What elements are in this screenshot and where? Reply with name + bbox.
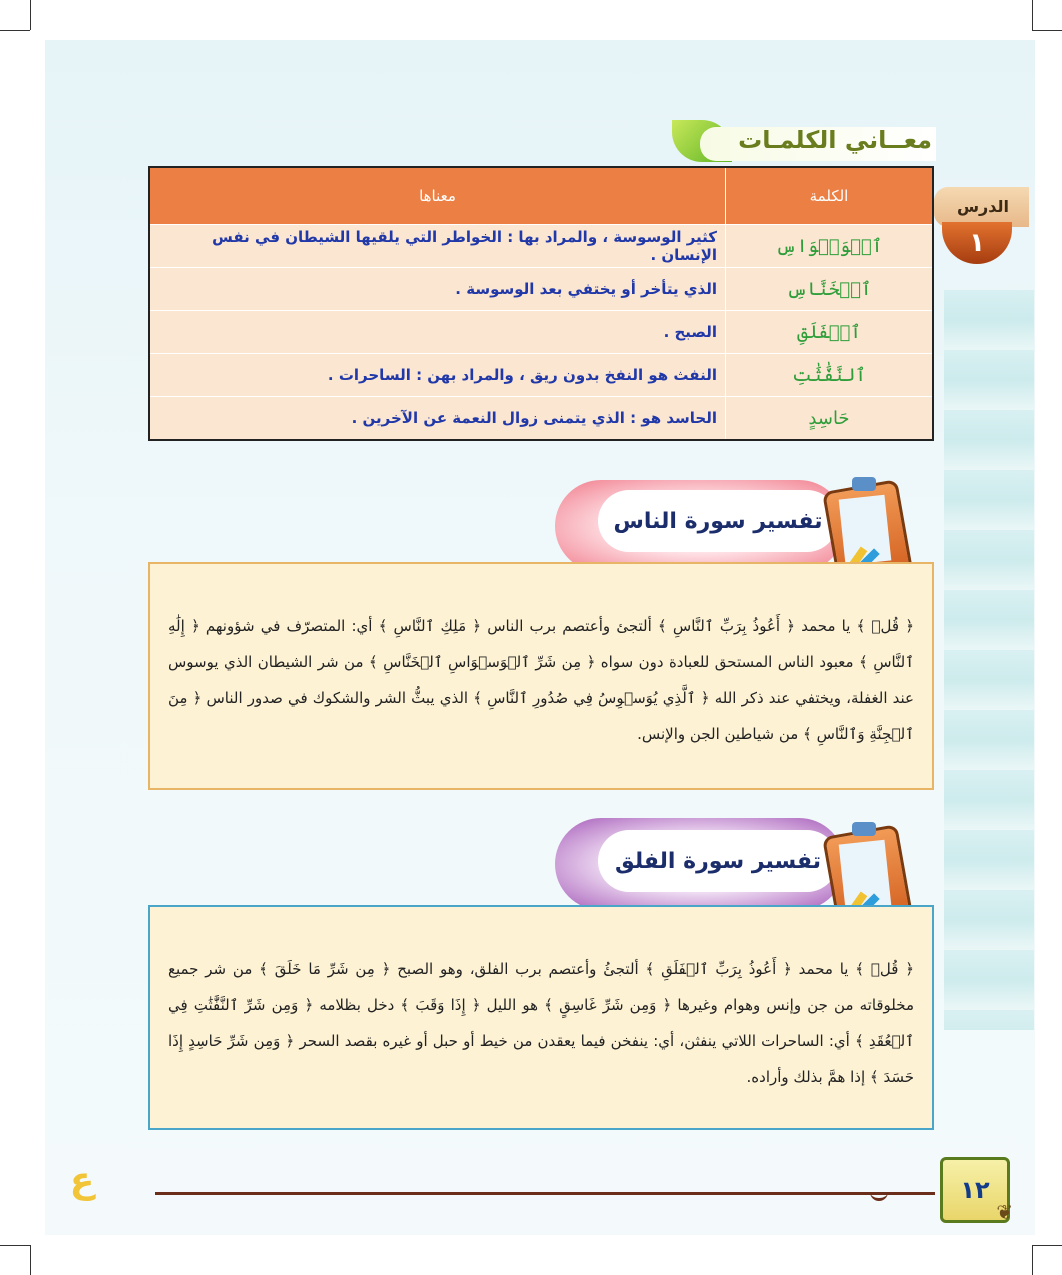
table-row xyxy=(149,354,933,397)
meaning-cell: كثير الوسوسة ، والمراد بها : الخواطر التي يلقيها الشيطان في نفس الإنسان . xyxy=(149,225,726,268)
margin-logo-icon: ع xyxy=(69,1160,95,1201)
lesson-label: الدرس xyxy=(956,197,1009,216)
table-row xyxy=(149,268,933,311)
table-row xyxy=(149,225,933,268)
tafsir-nas-box xyxy=(148,562,934,790)
word-cell: ٱلۡوَسۡوَاسِ xyxy=(726,225,934,268)
table-row xyxy=(149,311,933,354)
crop-mark xyxy=(1032,30,1062,31)
meaning-cell: الذي يتأخر أو يختفي بعد الوسوسة . xyxy=(149,268,726,311)
word-cell: ٱلنَّفَّٰثَٰتِ xyxy=(726,354,934,397)
decorative-border xyxy=(944,290,1034,1030)
crop-mark xyxy=(1032,0,1033,30)
tafsir-nas-text: ﴿ قُلۡ ﴾ يا محمد ﴿ أَعُوذُ بِرَبِّ ٱلنَّاسِ ﴾ ألتجئ وأعتصم برب الناس ﴿ مَلِكِ ٱلنَّاسِ ﴾ أي: المتصرّف في شؤونهم ﴿ إِلَٰهِ ٱلنَّاسِ ﴾ معبود الناس المستحق للعبادة دون سواه ﴿ مِن شَرِّ ٱلۡوَسۡوَاسِ ٱلۡخَنَّاسِ ﴾ من شر الشيطان الذي يوسوس عند الغفلة، ويختفي عند ذكر الله ﴿ ٱلَّذِي يُوَسۡوِسُ فِي صُدُورِ ٱلنَّاسِ ﴾ الذي يبثُّ الشر والشكوك في صدور الناس ﴿ مِنَ ٱلۡجِنَّةِ وَٱلنَّاسِ ﴾ من شياطين الجن والإنس. xyxy=(168,617,914,743)
heading-oval xyxy=(598,490,838,552)
meaning-cell: الصبح . xyxy=(149,311,726,354)
lesson-number: ١ xyxy=(942,222,1012,264)
column-header-word: الكلمة xyxy=(726,167,934,225)
lesson-badge xyxy=(934,187,1029,269)
word-cell: ٱلۡخَنَّاسِ xyxy=(726,268,934,311)
word-cell: ٱلۡفَلَقِ xyxy=(726,311,934,354)
flourish-icon: ❦ xyxy=(996,1200,1013,1224)
crop-mark xyxy=(1032,1245,1062,1246)
table-header-row xyxy=(149,167,933,225)
meaning-cell: النفث هو النفخ بدون ريق ، والمراد بهن : الساحرات . xyxy=(149,354,726,397)
footer-line xyxy=(155,1192,935,1195)
crop-mark xyxy=(30,1245,31,1275)
table-row xyxy=(149,397,933,441)
word-cell: حَاسِدٍ xyxy=(726,397,934,441)
vocab-table xyxy=(148,166,934,441)
section-heading-falaq: تفسير سورة الفلق xyxy=(615,848,821,874)
meaning-cell: الحاسد هو : الذي يتمنى زوال النعمة عن الآخرين . xyxy=(149,397,726,441)
heading-oval xyxy=(598,830,838,892)
crop-mark xyxy=(0,1245,30,1246)
crop-mark xyxy=(30,0,31,30)
crop-mark xyxy=(1032,1245,1033,1275)
section-heading-nas: تفسير سورة الناس xyxy=(613,508,823,534)
page-number: ١٢ xyxy=(940,1157,1010,1223)
column-header-meaning: معناها xyxy=(149,167,726,225)
tafsir-falaq-box xyxy=(148,905,934,1130)
section-title: معــاني الكلمـات xyxy=(738,126,932,154)
tafsir-falaq-text: ﴿ قُلۡ ﴾ يا محمد ﴿ أَعُوذُ بِرَبِّ ٱلۡفَلَقِ ﴾ ألتجئُ وأعتصم برب الفلق، وهو الصبح ﴿ مِن شَرِّ مَا خَلَقَ ﴾ من شر جميع مخلوقاته من جن وإنس وهوام وغيرها ﴿ وَمِن شَرِّ غَاسِقٍ ﴾ هو الليل ﴿ إِذَا وَقَبَ ﴾ دخل بظلامه ﴿ وَمِن شَرِّ ٱلنَّفَّٰثَٰتِ فِي ٱلۡعُقَدِ ﴾ أي: الساحرات اللاتي ينفثن، أي: ينفخن فيما يعقدن من خيط أو حبل أو غيره بقصد السحر ﴿ وَمِن شَرِّ حَاسِدٍ إِذَا حَسَدَ ﴾ إذا همَّ بذلك وأراده. xyxy=(168,960,914,1086)
crop-mark xyxy=(0,30,30,31)
